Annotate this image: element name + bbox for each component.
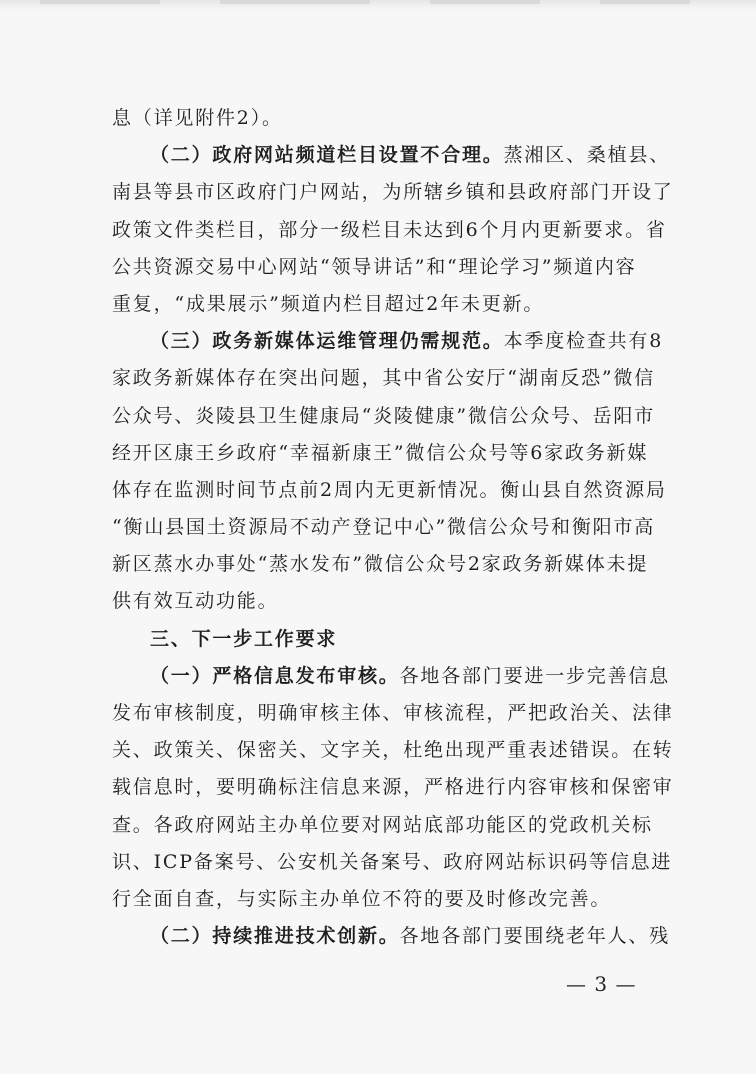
text-line bbox=[112, 509, 660, 546]
line-text: 家政务新媒体存在突出问题，其中省公安厅“湖南反恐”微信 bbox=[112, 367, 656, 390]
text-line bbox=[112, 881, 660, 918]
paragraph-heading: （二）政府网站频道栏目设置不合理。 bbox=[150, 144, 504, 167]
text-line bbox=[112, 769, 674, 806]
text-line bbox=[112, 695, 674, 732]
line-text: 体存在监测时间节点前2周内无更新情况。衡山县自然资源局 bbox=[112, 478, 667, 501]
text-line bbox=[112, 286, 660, 323]
line-text: 南县等县市区政府门户网站，为所辖乡镇和县政府部门开设了 bbox=[112, 181, 674, 204]
line-text: 本季度检查共有8 bbox=[503, 330, 664, 353]
text-line bbox=[112, 807, 660, 844]
line-text: 行全面自查，与实际主办单位不符的要及时修改完善。 bbox=[112, 887, 612, 910]
document-page bbox=[112, 100, 674, 955]
line-text: 供有效互动功能。 bbox=[112, 590, 279, 613]
line-text: 公共资源交易中心网站“领导讲话”和“理论学习”频道内容 bbox=[112, 255, 637, 278]
line-text: 载信息时，要明确标注信息来源，严格进行内容审核和保密审 bbox=[112, 776, 674, 799]
text-line bbox=[112, 249, 660, 286]
line-text: 各地各部门要进一步完善信息 bbox=[399, 664, 671, 687]
line-text: 政策文件类栏目，部分一级栏目未达到6个月内更新要求。省 bbox=[112, 218, 667, 241]
text-line bbox=[112, 583, 660, 620]
text-line bbox=[112, 472, 667, 509]
text-line bbox=[112, 398, 660, 435]
paragraph-start bbox=[112, 918, 671, 955]
line-text: “衡山县国土资源局不动产登记中心”微信公众号和衡阳市高 bbox=[112, 516, 656, 539]
paragraph-heading: （二）持续推进技术创新。 bbox=[150, 925, 400, 948]
line-text: 各地各部门要围绕老年人、残 bbox=[399, 925, 671, 948]
line-text: 息（详见附件2）。 bbox=[112, 107, 283, 129]
paragraph-start bbox=[112, 137, 671, 174]
page-number: — 3 — bbox=[566, 972, 637, 996]
text-line bbox=[112, 732, 674, 769]
paragraph-start bbox=[112, 658, 671, 695]
line-text: 公众号、炎陵县卫生健康局“炎陵健康”微信公众号、岳阳市 bbox=[112, 404, 656, 427]
line-text: 蒸湘区、桑植县、 bbox=[503, 144, 671, 167]
line-text: 识、ICP备案号、公安机关备案号、政府网站标识码等信息进 bbox=[112, 850, 673, 873]
line-text: 新区蒸水办事处“蒸水发布”微信公众号2家政务新媒体未提 bbox=[112, 553, 649, 576]
line-text: 关、政策关、保密关、文字关，杜绝出现严重表述错误。在转 bbox=[112, 739, 674, 762]
line-text: 发布审核制度，明确审核主体、审核流程，严把政治关、法律 bbox=[112, 702, 674, 724]
line-text: 查。各政府网站主办单位要对网站底部功能区的党政机关标 bbox=[112, 813, 653, 836]
text-line bbox=[112, 435, 660, 472]
paragraph-start bbox=[112, 323, 664, 360]
line-text: 经开区康王乡政府“幸福新康王”微信公众号等6家政务新媒 bbox=[112, 441, 649, 464]
section-heading: 三、下一步工作要求 bbox=[150, 627, 338, 650]
scan-top-edge bbox=[0, 0, 756, 10]
text-line bbox=[112, 360, 660, 397]
text-line bbox=[112, 174, 674, 211]
paragraph-heading: （一）严格信息发布审核。 bbox=[150, 664, 400, 687]
paragraph-heading: （三）政务新媒体运维管理仍需规范。 bbox=[150, 330, 504, 353]
line-text: 重复，“成果展示”频道内栏目超过2年未更新。 bbox=[112, 292, 545, 315]
text-line bbox=[112, 212, 667, 249]
text-line bbox=[112, 546, 660, 583]
text-line bbox=[112, 844, 673, 881]
text-line bbox=[112, 100, 660, 137]
